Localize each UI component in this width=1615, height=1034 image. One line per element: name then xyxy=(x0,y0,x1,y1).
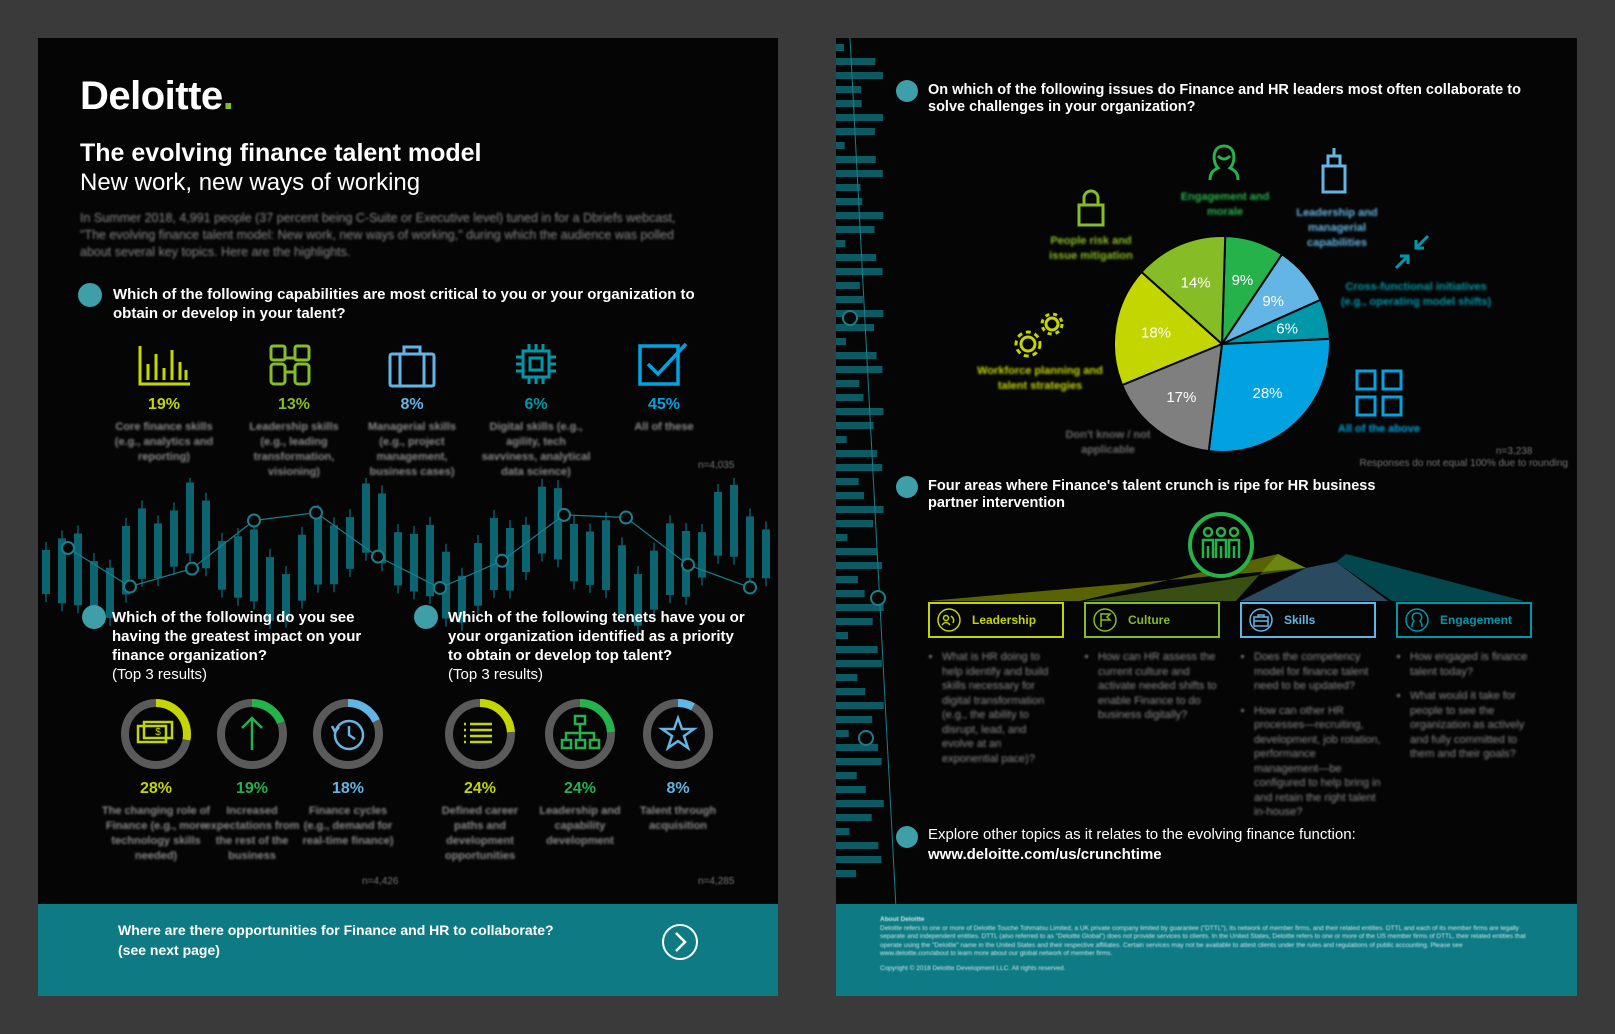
area-culture xyxy=(1084,602,1220,638)
decor-bar xyxy=(836,492,864,499)
label-people-risk: People risk and issue mitigation xyxy=(1049,235,1133,262)
label-workforce: Workforce planning and talent strategies xyxy=(977,365,1103,392)
decor-bar xyxy=(836,436,847,443)
decor-candle xyxy=(394,532,402,585)
label-dont-know: Don't know / not applicable xyxy=(1065,429,1151,456)
decor-candle xyxy=(186,482,194,553)
team-icon xyxy=(1186,510,1256,580)
capability-percent: 45% xyxy=(647,396,681,413)
decor-bar xyxy=(836,100,862,107)
decor-bar xyxy=(836,562,882,569)
area-label: Engagement xyxy=(1440,613,1513,627)
sample-size: n=4,035 xyxy=(698,460,735,471)
area-label: Leadership xyxy=(972,613,1037,627)
decor-node xyxy=(620,512,632,524)
decor-node xyxy=(248,514,260,526)
decor-bar xyxy=(836,744,878,751)
decor-candle xyxy=(602,520,610,590)
decor-bar xyxy=(836,632,848,639)
tenet-donut-2 xyxy=(544,698,616,770)
question-collaborate: On which of the following issues do Finance and HR leaders most often collaborate to solve challenges in your organization? xyxy=(928,82,1521,115)
decor-bar xyxy=(836,814,872,821)
impact-donut-3 xyxy=(312,698,384,770)
decor-bar xyxy=(836,366,882,373)
area-label: Culture xyxy=(1128,613,1170,627)
decor-bar xyxy=(836,758,882,765)
decor-bar xyxy=(836,408,883,415)
decor-bar xyxy=(836,478,859,485)
intro-text: In Summer 2018, 4,991 people (37 percent being C-Suite or Executive level) tuned in for a Dbriefs webcast, "The evolving finance talent model: New work, new ways of working," during which the audience was polled about several key topics. Here are the highlights. xyxy=(80,211,676,259)
decor-bar xyxy=(836,58,875,65)
decor-bar xyxy=(836,226,874,233)
flag-icon xyxy=(1092,607,1118,633)
left-footer-banner xyxy=(38,904,778,996)
decor-bar xyxy=(836,772,857,779)
list-item: • How engaged is finance talent today? xyxy=(1410,650,1542,679)
lock-icon xyxy=(1076,188,1106,228)
decor-node xyxy=(558,509,570,521)
collaboration-pie-chart xyxy=(1112,234,1332,454)
impact-percent: 18% xyxy=(331,780,365,797)
label-engagement: Engagement and morale xyxy=(1180,191,1270,218)
people-icon xyxy=(936,607,962,633)
sample-size: n=4,285 xyxy=(698,876,735,887)
question-bullet xyxy=(82,605,106,629)
list-icon xyxy=(464,724,492,742)
grid-icon xyxy=(1354,368,1404,418)
decor-bar xyxy=(836,170,883,177)
trophy-icon xyxy=(1320,146,1348,196)
tenet-caption: Defined career paths and development opportunities xyxy=(441,805,519,862)
decor-bar xyxy=(836,86,861,93)
capability-caption: Core finance skills (e.g., analytics and reporting) xyxy=(114,421,214,463)
side-decoration xyxy=(836,38,906,908)
impact-donut-2 xyxy=(216,698,288,770)
decor-bar xyxy=(836,674,857,681)
tenet-donut-3 xyxy=(642,698,714,770)
capability-percent: 6% xyxy=(524,396,548,413)
decor-bar xyxy=(836,702,884,709)
decor-node xyxy=(843,311,857,325)
capability-caption: Managerial skills (e.g., project management, business cases) xyxy=(367,421,457,478)
decor-bar xyxy=(836,590,865,597)
decor-bar xyxy=(836,296,863,303)
decor-bar xyxy=(836,716,872,723)
question-bullet xyxy=(896,476,918,498)
decor-candle xyxy=(762,529,770,578)
leadership-questions xyxy=(928,650,1058,766)
right-footer-banner xyxy=(836,904,1577,996)
culture-questions xyxy=(1084,650,1224,723)
checkbox-icon xyxy=(638,340,690,386)
decor-candle xyxy=(650,551,658,610)
label-all-of-above: All of the above xyxy=(1338,423,1420,435)
question-four-areas: Four areas where Finance's talent crunch is ripe for HR business partner intervention xyxy=(928,478,1376,511)
decor-bar xyxy=(836,450,877,457)
tenet-caption: Leadership and capability development xyxy=(539,805,621,847)
tenet-caption: Talent through acquisition xyxy=(639,805,717,832)
decor-candle xyxy=(746,516,754,577)
list-item: • Does the competency model for finance talent need to be updated? xyxy=(1254,650,1382,694)
binoculars-icon xyxy=(268,342,312,388)
about-title: About Deloitte xyxy=(880,916,925,923)
decor-candle xyxy=(490,518,498,590)
decor-candle xyxy=(570,524,578,581)
list-item: • How can other HR processes—recruiting, development, job rotation, performance management—be configured to help bring in and retain the right talent in-house? xyxy=(1254,704,1382,820)
impact-caption: Increased expectations from the rest of the business xyxy=(204,805,300,862)
explore-text: Explore other topics as it relates to the evolving finance function: xyxy=(928,826,1356,843)
decor-candle xyxy=(250,529,258,601)
decor-node xyxy=(372,551,384,563)
next-page-button[interactable] xyxy=(660,922,700,962)
decor-node xyxy=(859,731,873,745)
left-page xyxy=(38,38,778,996)
decor-node xyxy=(124,581,136,593)
capability-percent: 8% xyxy=(400,396,424,413)
decor-bar xyxy=(836,800,884,807)
decor-candle xyxy=(586,532,594,585)
decor-bar xyxy=(836,422,874,429)
decor-candle xyxy=(474,543,482,606)
decor-candle xyxy=(138,508,146,578)
impact-caption: The changing role of Finance (e.g., more technology skills needed) xyxy=(101,805,211,862)
label-leadership: Leadership and managerial capabilities xyxy=(1296,207,1378,249)
decor-bar xyxy=(836,380,859,387)
arrows-in-icon xyxy=(1392,232,1432,272)
decor-candle xyxy=(410,534,418,592)
rounding-note: Responses do not equal 100% due to rounding xyxy=(1359,458,1568,469)
impact-percent: 28% xyxy=(139,780,173,797)
question-bullet xyxy=(896,80,918,102)
impact-caption: Finance cycles (e.g., demand for real-time finance) xyxy=(302,805,394,847)
capability-percent: 19% xyxy=(147,396,181,413)
decor-bar xyxy=(836,730,849,737)
list-item: • What is HR doing to help identify and build skills necessary for digital transformation (e.g., the ability to disrupt, lead, and evolve at an exponential pace)? xyxy=(942,650,1058,766)
decor-bar xyxy=(836,268,883,275)
head-icon xyxy=(1204,142,1244,184)
decor-node xyxy=(682,559,694,571)
decor-bar xyxy=(836,870,856,877)
decor-bar xyxy=(836,828,849,835)
question-capabilities: Which of the following capabilities are most critical to you or your organization to obtain or develop in your talent? xyxy=(113,286,695,322)
decor-candle xyxy=(330,525,338,584)
decor-candle xyxy=(730,485,738,557)
pie-slice-label: 14% xyxy=(1180,274,1211,292)
tenet-donut-1 xyxy=(444,698,516,770)
pie-slice-label: 9% xyxy=(1231,272,1254,290)
money-icon xyxy=(138,722,172,742)
decor-node xyxy=(62,542,74,554)
tenet-percent: 24% xyxy=(463,780,497,797)
decor-bar xyxy=(836,464,882,471)
decor-bar xyxy=(836,520,873,527)
label-cross-functional: Cross-functional initiatives (e.g., operating model shifts) xyxy=(1340,281,1492,308)
decor-bar xyxy=(836,324,874,331)
decor-bar xyxy=(836,184,860,191)
area-label: Skills xyxy=(1284,613,1316,627)
decor-candle xyxy=(426,525,434,596)
decor-bar xyxy=(836,842,878,849)
decor-candle xyxy=(154,523,162,578)
gears-icon xyxy=(1012,310,1068,362)
decor-bar xyxy=(836,394,863,401)
deloitte-logo: Deloitte. xyxy=(80,74,234,118)
decor-bar xyxy=(836,338,846,345)
capability-caption: Leadership skills (e.g., leading transformation, visioning) xyxy=(249,421,339,478)
decor-candle xyxy=(714,492,722,556)
engagement-questions xyxy=(1396,650,1542,762)
sample-size: n=4,426 xyxy=(362,876,399,887)
footer-question: Where are there opportunities for Finance and HR to collaborate? (see next page) xyxy=(118,922,554,958)
decor-node xyxy=(496,555,508,567)
decor-candle xyxy=(554,488,562,559)
decor-bar xyxy=(836,548,877,555)
decor-node xyxy=(434,582,446,594)
pie-slice-label: 6% xyxy=(1276,320,1298,338)
list-item: • What would it take for people to see the organization as actively and fully committed to them and their goals? xyxy=(1410,689,1542,762)
decor-bar xyxy=(836,534,847,541)
decor-candle xyxy=(538,487,546,554)
arrow-up-icon xyxy=(242,718,262,750)
decor-bar xyxy=(836,44,844,51)
question-bullet xyxy=(78,283,102,307)
chip-icon xyxy=(514,342,558,386)
right-page xyxy=(836,38,1577,996)
decor-node xyxy=(310,507,322,519)
decor-candle xyxy=(618,545,626,614)
about-deloitte xyxy=(880,916,1530,973)
org-chart-icon xyxy=(562,716,599,748)
decor-line xyxy=(850,38,896,908)
clock-icon xyxy=(332,721,363,749)
pie-slice-label: 17% xyxy=(1166,389,1197,407)
sample-size: n=3,238 xyxy=(1496,446,1533,457)
question-impact: Which of the following do you see having the greatest impact on your finance organization? (Top 3 results) xyxy=(112,609,362,683)
decor-node xyxy=(186,563,198,575)
capability-caption: All of these xyxy=(634,421,694,433)
pie-slice-label: 9% xyxy=(1262,292,1285,310)
decor-candle xyxy=(234,536,242,597)
toolbox-icon xyxy=(1248,607,1274,633)
list-item: • How can HR assess the current culture and activate needed shifts to enable Finance to do business digitally? xyxy=(1098,650,1224,723)
crunchtime-link[interactable]: www.deloitte.com/us/crunchtime xyxy=(928,846,1162,863)
decor-bar xyxy=(836,506,884,513)
question-tenets: Which of the following tenets have you or your organization identified as a priority to obtain or develop top talent? (Top 3 results) xyxy=(448,609,745,683)
bar-chart-icon xyxy=(136,344,192,388)
pie-slice-label: 28% xyxy=(1252,385,1283,403)
impact-donut-1 xyxy=(120,698,192,770)
svg-text:$: $ xyxy=(155,727,161,738)
area-leadership xyxy=(928,602,1064,638)
decor-bar xyxy=(836,240,845,247)
decor-bar xyxy=(836,660,882,667)
about-body: Deloitte refers to one or more of Deloitte Touche Tohmatsu Limited, a UK private company limited by guarantee ("DTTL"), its network of member firms, and their related entities. DTTL and each of its member firms are legally separate and independent entities. DTTL (also referred to as "Deloitte Global") does not provide services to clients. In the United States, Deloitte refers to one or more of the US member firms of DTTL, their related entities that operate using the "Deloitte" name in the United States and their respective affiliates. Certain services may not be available to attest clients under the rules and regulations of public accounting. Please see www.deloitte.com/about to learn more about our global network of member firms. xyxy=(880,924,1526,957)
decor-candle xyxy=(314,513,322,585)
decor-candle xyxy=(666,523,674,595)
question-bullet xyxy=(896,826,918,848)
area-skills xyxy=(1240,602,1376,638)
decor-candle xyxy=(74,534,82,606)
decor-bar xyxy=(836,786,866,793)
copyright: Copyright © 2018 Deloitte Development LLC. All rights reserved. xyxy=(880,964,1066,972)
impact-percent: 19% xyxy=(235,780,269,797)
area-engagement xyxy=(1396,602,1532,638)
decor-node xyxy=(744,581,756,593)
decor-candle xyxy=(218,541,226,590)
head-icon xyxy=(1404,607,1430,633)
page-subtitle: New work, new ways of working xyxy=(80,169,421,196)
decor-bar xyxy=(836,576,858,583)
skills-questions xyxy=(1240,650,1382,820)
decor-candle xyxy=(170,510,178,566)
decor-bar xyxy=(836,114,883,121)
decor-bar xyxy=(836,72,883,79)
decor-bar xyxy=(836,352,877,359)
decor-node xyxy=(871,591,885,605)
decor-candle xyxy=(298,535,306,601)
briefcase-icon xyxy=(388,344,436,388)
decor-bar xyxy=(836,688,865,695)
decor-candle xyxy=(42,550,50,594)
tenet-percent: 8% xyxy=(666,780,690,797)
capability-percent: 13% xyxy=(277,396,311,413)
decor-bar xyxy=(836,618,873,625)
question-bullet xyxy=(414,605,438,629)
decor-bar xyxy=(836,282,860,289)
decor-candle xyxy=(522,525,530,572)
decor-bar xyxy=(836,142,845,149)
decor-candle xyxy=(362,483,370,552)
capability-caption: Digital skills (e.g., agility, tech savviness, analytical data science) xyxy=(481,421,591,478)
tenet-percent: 24% xyxy=(563,780,597,797)
page-title: The evolving finance talent model xyxy=(80,139,482,167)
pie-slice-label: 18% xyxy=(1140,324,1172,342)
decor-candle xyxy=(346,517,354,569)
decor-bar xyxy=(836,856,881,863)
decor-bar xyxy=(836,646,878,653)
decor-bar xyxy=(836,254,876,261)
star-icon xyxy=(662,718,694,748)
